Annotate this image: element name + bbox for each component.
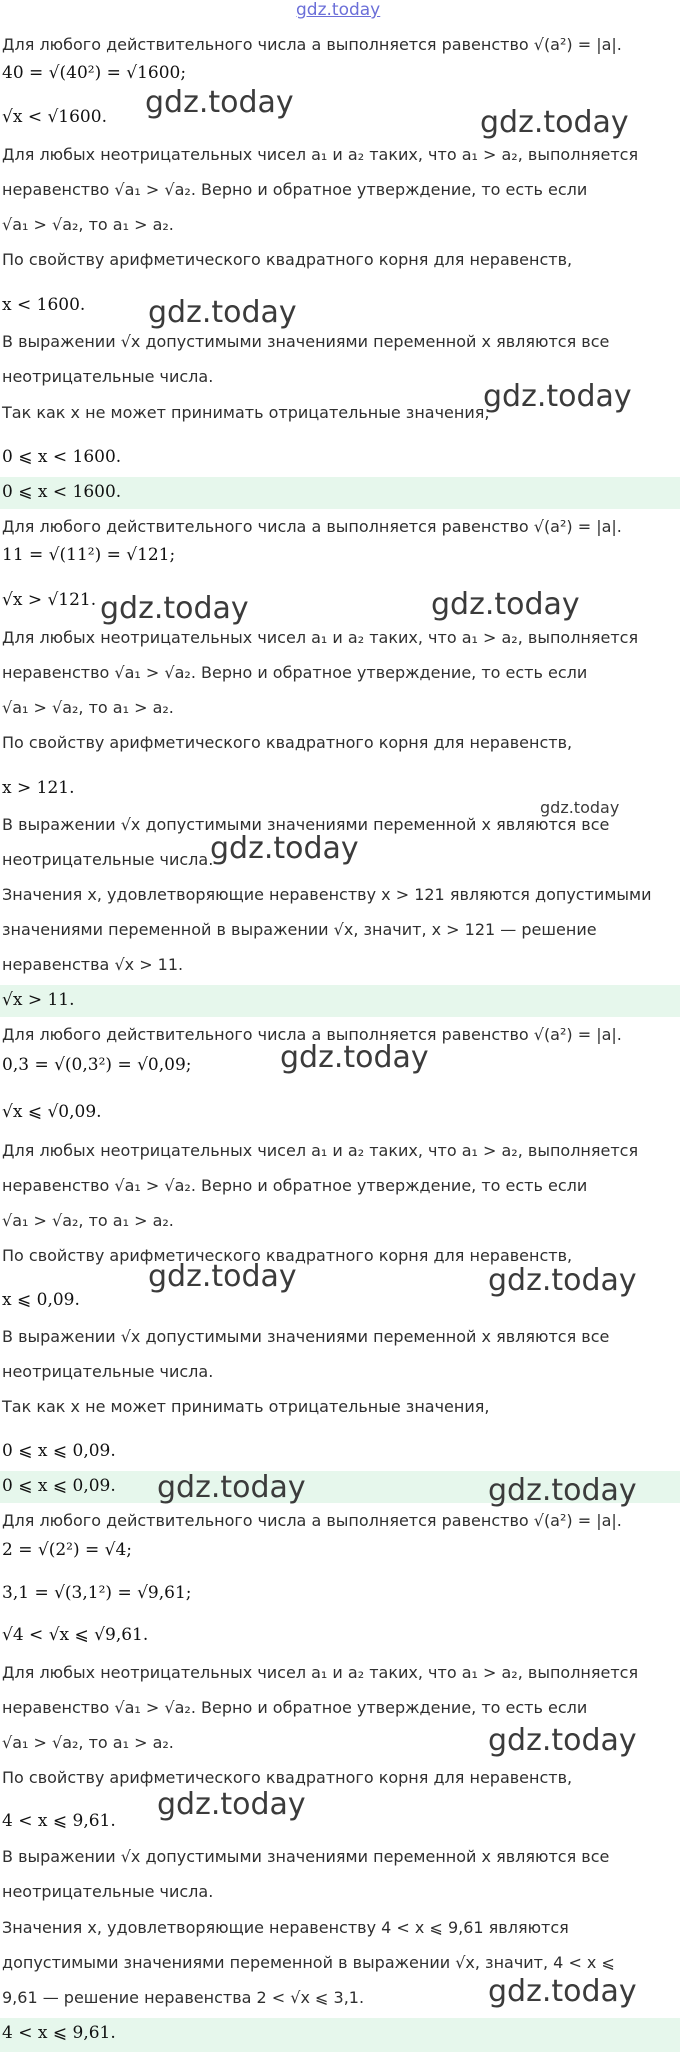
text-line: В выражении √x допустимыми значениями переменной x являются все <box>2 1327 610 1346</box>
text-line: По свойству арифметического квадратного корня для неравенств, <box>2 250 573 269</box>
text-line: неравенство √a₁ > √a₂. Верно и обратное утверждение, то есть если <box>2 1176 588 1195</box>
text-line: Для любых неотрицательных чисел a₁ и a₂ таких, что a₁ > a₂, выполняется <box>2 145 639 164</box>
text-line: В выражении √x допустимыми значениями переменной x являются все <box>2 815 610 834</box>
text-line: Для любых неотрицательных чисел a₁ и a₂ таких, что a₁ > a₂, выполняется <box>2 1141 639 1160</box>
watermark: gdz.today <box>280 1040 429 1075</box>
math-line: x ⩽ 0,09. <box>2 1290 80 1310</box>
watermark: gdz.today <box>100 591 249 626</box>
watermark: gdz.today <box>210 831 359 866</box>
text-line: В выражении √x допустимыми значениями переменной x являются все <box>2 332 610 351</box>
text-line: Для любого действительного числа a выполняется равенство √(a²) = |a|. <box>2 517 622 536</box>
math-line: 4 < x ⩽ 9,61. <box>2 1811 116 1831</box>
math-line: √x ⩽ √0,09. <box>2 1102 102 1122</box>
text-line: неотрицательные числа. <box>2 850 214 869</box>
watermark: gdz.today <box>431 587 580 622</box>
watermark: gdz.today <box>488 1263 637 1298</box>
math-line: √x < √1600. <box>2 107 107 127</box>
watermark-link[interactable]: gdz.today <box>296 0 381 20</box>
math-line: 0,3 = √(0,3²) = √0,09; <box>2 1055 192 1075</box>
text-line: Для любого действительного числа a выполняется равенство √(a²) = |a|. <box>2 1511 622 1530</box>
answer-line: √x > 11. <box>0 985 680 1017</box>
watermark: gdz.today <box>483 379 632 414</box>
math-line: x < 1600. <box>2 295 86 315</box>
math-line: 2 = √(2²) = √4; <box>2 1540 133 1560</box>
text-line: √a₁ > √a₂, то a₁ > a₂. <box>2 698 174 717</box>
watermark: gdz.today <box>157 1470 306 1505</box>
math-line: √4 < √x ⩽ √9,61. <box>2 1625 149 1645</box>
math-line: 3,1 = √(3,1²) = √9,61; <box>2 1583 192 1603</box>
text-line: В выражении √x допустимыми значениями переменной x являются все <box>2 1847 610 1866</box>
math-line: 40 = √(40²) = √1600; <box>2 63 187 83</box>
text-line: По свойству арифметического квадратного корня для неравенств, <box>2 1768 573 1787</box>
text-line: Значения x, удовлетворяющие неравенству 4 < x ⩽ 9,61 являются <box>2 1918 569 1937</box>
watermark: gdz.today <box>145 85 294 120</box>
text-line: неравенства √x > 11. <box>2 955 184 974</box>
text-line: √a₁ > √a₂, то a₁ > a₂. <box>2 215 174 234</box>
text-line: 9,61 — решение неравенства 2 < √x ⩽ 3,1. <box>2 1988 365 2007</box>
answer-line: 0 ⩽ x ⩽ 0,09. <box>0 1471 680 1503</box>
answer-line: 0 ⩽ x < 1600. <box>0 477 680 509</box>
text-line: неотрицательные числа. <box>2 1882 214 1901</box>
watermark: gdz.today <box>488 1723 637 1758</box>
math-line: 11 = √(11²) = √121; <box>2 545 176 565</box>
text-line: Для любых неотрицательных чисел a₁ и a₂ таких, что a₁ > a₂, выполняется <box>2 1663 639 1682</box>
text-line: Для любого действительного числа a выполняется равенство √(a²) = |a|. <box>2 35 622 54</box>
math-line: 0 ⩽ x ⩽ 0,09. <box>2 1441 116 1461</box>
answer-line: 4 < x ⩽ 9,61. <box>0 2018 680 2052</box>
watermark: gdz.today <box>540 798 620 817</box>
text-line: По свойству арифметического квадратного корня для неравенств, <box>2 1246 573 1265</box>
text-line: значениями переменной в выражении √x, значит, x > 121 — решение <box>2 920 597 939</box>
watermark: gdz.today <box>157 1787 306 1822</box>
text-line: неравенство √a₁ > √a₂. Верно и обратное утверждение, то есть если <box>2 180 588 199</box>
text-line: √a₁ > √a₂, то a₁ > a₂. <box>2 1211 174 1230</box>
text-line: неотрицательные числа. <box>2 1362 214 1381</box>
text-line: неравенство √a₁ > √a₂. Верно и обратное утверждение, то есть если <box>2 663 588 682</box>
text-line: По свойству арифметического квадратного корня для неравенств, <box>2 733 573 752</box>
text-line: неравенство √a₁ > √a₂. Верно и обратное утверждение, то есть если <box>2 1698 588 1717</box>
watermark: gdz.today <box>488 1473 637 1508</box>
math-line: x > 121. <box>2 778 75 798</box>
watermark: gdz.today <box>480 105 629 140</box>
text-line: Для любых неотрицательных чисел a₁ и a₂ таких, что a₁ > a₂, выполняется <box>2 628 639 647</box>
text-line: Для любого действительного числа a выполняется равенство √(a²) = |a|. <box>2 1025 622 1044</box>
text-line: Так как x не может принимать отрицательные значения, <box>2 1397 490 1416</box>
text-line: неотрицательные числа. <box>2 367 214 386</box>
text-line: Значения x, удовлетворяющие неравенству x > 121 являются допустимыми <box>2 885 652 904</box>
watermark: gdz.today <box>148 1259 297 1294</box>
text-line: Так как x не может принимать отрицательные значения, <box>2 403 490 422</box>
text-line: √a₁ > √a₂, то a₁ > a₂. <box>2 1733 174 1752</box>
watermark: gdz.today <box>148 295 297 330</box>
math-line: √x > √121. <box>2 590 97 610</box>
math-line: 0 ⩽ x < 1600. <box>2 447 122 467</box>
text-line: допустимыми значениями переменной в выражении √x, значит, 4 < x ⩽ <box>2 1953 615 1972</box>
watermark: gdz.today <box>488 1974 637 2009</box>
